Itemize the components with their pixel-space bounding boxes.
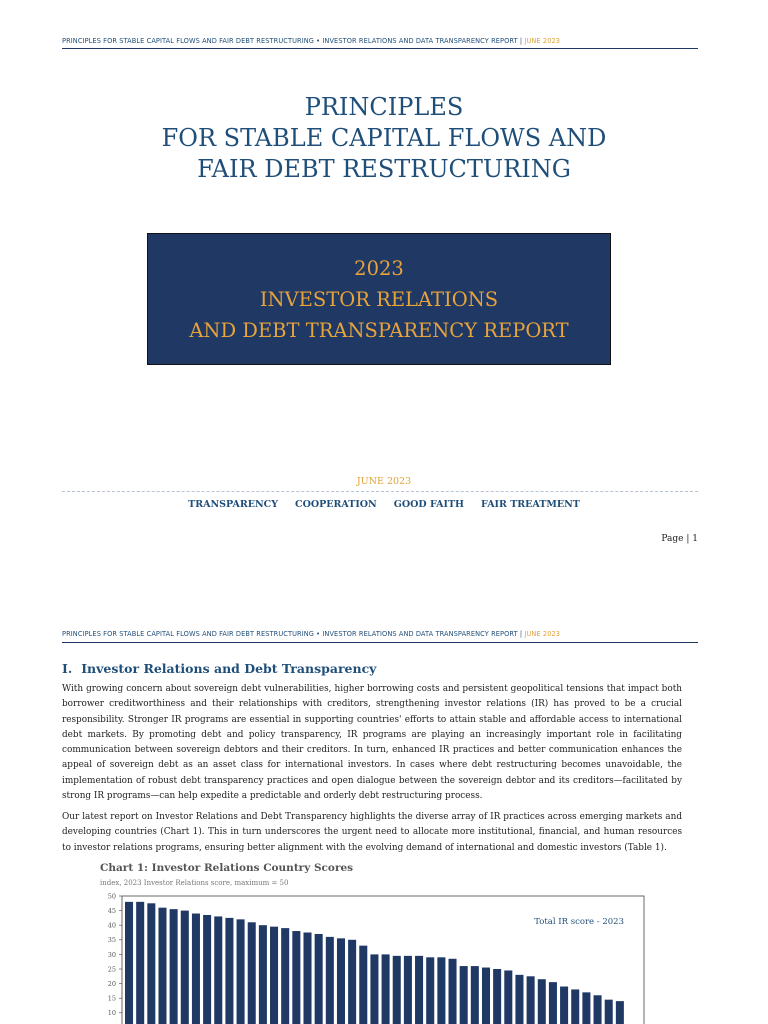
chart-bar [493, 969, 501, 1024]
y-tick-label: 10 [107, 1009, 116, 1018]
running-header-text: PRINCIPLES FOR STABLE CAPITAL FLOWS AND FAIR DEBT RESTRUCTURING • INVESTOR RELATIONS AND DATA TRANSPARENCY REPORT | [62, 37, 523, 45]
section-heading [62, 661, 376, 676]
date-divider [62, 491, 698, 492]
chart-bar [203, 915, 211, 1024]
chart-bar [515, 975, 523, 1024]
y-tick-label: 25 [107, 965, 116, 974]
cover-title-line: FAIR DEBT RESTRUCTURING [197, 155, 571, 183]
chart-bar [270, 927, 278, 1024]
chart-bar [582, 992, 590, 1024]
y-tick-label: 15 [107, 994, 116, 1003]
chart-bar [571, 989, 579, 1024]
chart-bar [170, 909, 178, 1024]
y-tick-label: 30 [107, 950, 116, 959]
chart-bar [259, 925, 267, 1024]
principle-transparency: TRANSPARENCY [188, 499, 279, 510]
chart-bar [147, 903, 155, 1024]
chart-bar [449, 959, 457, 1024]
header-rule [62, 642, 698, 643]
chart-bar [248, 922, 256, 1024]
chart-bar [192, 914, 200, 1024]
principle-good-faith: GOOD FAITH [393, 499, 464, 510]
cover-title-line: PRINCIPLES [304, 93, 464, 121]
chart-bar [348, 940, 356, 1024]
chart-bar [527, 976, 535, 1024]
running-header-date: JUNE 2023 [524, 37, 561, 45]
cover-title [0, 92, 768, 185]
chart-bar [538, 979, 546, 1024]
chart-bar [225, 918, 233, 1024]
chart-bar [594, 995, 602, 1024]
header-rule [62, 48, 698, 49]
y-tick-label: 45 [107, 907, 116, 915]
chart-bar [315, 934, 323, 1024]
chart-bar [158, 908, 166, 1024]
chart-bar [415, 956, 423, 1024]
chart-bar [437, 957, 445, 1024]
y-tick-label: 35 [107, 936, 116, 945]
cover-date: JUNE 2023 [356, 476, 412, 487]
chart-bar [359, 946, 367, 1024]
chart-bar [393, 956, 401, 1024]
principles-list [0, 499, 768, 510]
chart-bar [504, 970, 512, 1024]
banner-line: INVESTOR RELATIONS [259, 287, 499, 311]
running-header-text: PRINCIPLES FOR STABLE CAPITAL FLOWS AND FAIR DEBT RESTRUCTURING • INVESTOR RELATIONS AND DATA TRANSPARENCY REPORT | [62, 630, 523, 638]
section-title: Investor Relations and Debt Transparency [81, 661, 377, 676]
banner-line: AND DEBT TRANSPARENCY REPORT [189, 318, 569, 342]
chart-bar [281, 928, 289, 1024]
chart-bar [136, 902, 144, 1024]
chart-bar [404, 956, 412, 1024]
ir-score-bar-chart [90, 890, 650, 1024]
chart-bar [549, 982, 557, 1024]
chart-bar [426, 957, 434, 1024]
body-paragraph: Our latest report on Investor Relations and Debt Transparency highlights the diverse array of IR practices across emerging markets and developing countries (Chart 1). This in turn underscores the urgent need to allocate more institutional, financial, and human resources to investor relations programs, ensuring better alignment with the evolving demand of international and domestic investors (Table 1). [62, 812, 682, 853]
running-header-date: JUNE 2023 [524, 630, 561, 638]
principle-fair-treatment: FAIR TREATMENT [481, 499, 580, 510]
chart-bar [560, 987, 568, 1024]
chart-bar [460, 966, 468, 1024]
chart-bar [303, 933, 311, 1024]
chart-bar [616, 1001, 624, 1024]
chart-bar [237, 919, 245, 1024]
running-header [62, 37, 698, 45]
y-tick-label: 40 [107, 921, 116, 930]
chart-bar [471, 966, 479, 1024]
page-number: Page | 1 [661, 534, 698, 544]
banner-line: 2023 [354, 256, 404, 280]
running-header [62, 630, 698, 638]
chart-bar [326, 937, 334, 1024]
y-tick-label: 50 [107, 892, 116, 901]
section-number: I. [62, 661, 73, 676]
chart-bar [181, 911, 189, 1024]
chart-bar [370, 954, 378, 1024]
chart-title: Chart 1: Investor Relations Country Scores [100, 862, 354, 874]
chart-legend: Total IR score - 2023 [534, 917, 624, 927]
chart-bar [214, 916, 222, 1024]
y-tick-label: 20 [107, 980, 116, 988]
chart-bar [605, 1000, 613, 1024]
body-paragraph: With growing concern about sovereign debt vulnerabilities, higher borrowing costs and persistent geopolitical tensions that impact both borrower creditworthiness and their relationships with creditors, strengthening investor relations (IR) has proved to be a crucial responsibility. Stronger IR programs are essential in supporting countries' efforts to attain stable and affordable access to international debt markets. By promoting debt and policy transparency, IR programs are playing an increasingly important role in facilitating communication between sovereign debtors and their creditors. In turn, enhanced IR practices and better communication enhances the appeal of sovereign debt as an asset class for international investors. In cases where debt restructuring becomes unavoidable, the implementation of robust debt transparency practices and open dialogue between the sovereign debtor and its creditors—facilitated by strong IR programs—can help expedite a predictable and orderly debt restructuring process. [62, 684, 682, 802]
principle-cooperation: COOPERATION [295, 499, 377, 510]
chart-bar [125, 902, 133, 1024]
chart-bar [382, 954, 390, 1024]
cover-title-line: FOR STABLE CAPITAL FLOWS AND [161, 124, 607, 152]
report-banner [147, 233, 611, 365]
chart-bar [292, 931, 300, 1024]
chart-subtitle: index, 2023 Investor Relations score, maximum = 50 [100, 879, 289, 887]
chart-bar [337, 938, 345, 1024]
chart-bar [482, 968, 490, 1024]
